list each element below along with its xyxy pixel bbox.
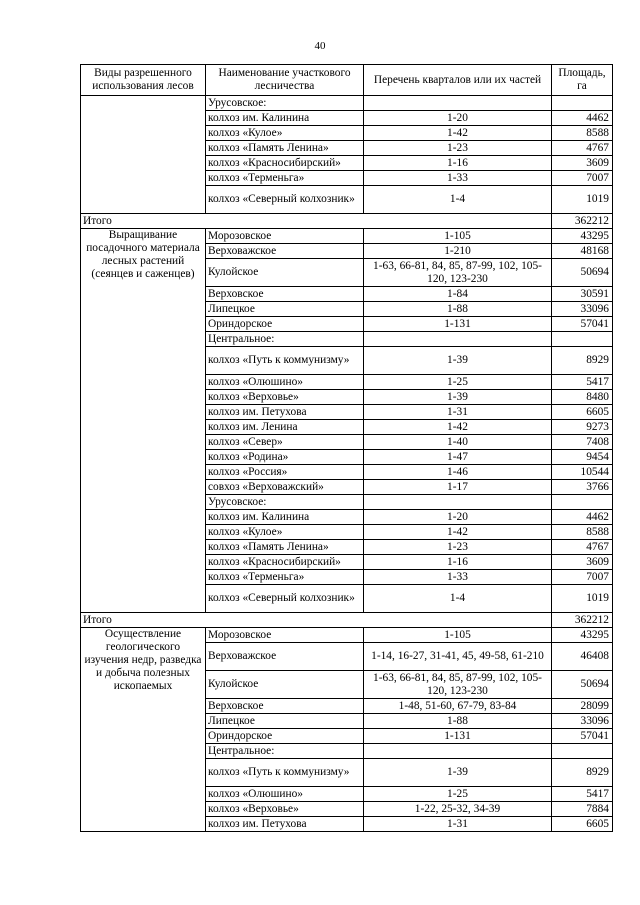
area-cell: 5417	[552, 787, 613, 802]
name-cell: Ориндорское	[206, 729, 364, 744]
quarters-cell	[364, 332, 552, 347]
name-cell: колхоз «Кулое»	[206, 126, 364, 141]
quarters-cell: 1-39	[364, 759, 552, 787]
area-cell: 8588	[552, 525, 613, 540]
total-label: Итого	[81, 613, 552, 628]
header-row	[81, 65, 613, 96]
area-cell: 9273	[552, 420, 613, 435]
quarters-cell: 1-40	[364, 435, 552, 450]
area-cell: 8588	[552, 126, 613, 141]
quarters-cell: 1-88	[364, 714, 552, 729]
type-cell	[81, 96, 206, 214]
quarters-cell: 1-33	[364, 570, 552, 585]
quarters-cell: 1-31	[364, 817, 552, 832]
quarters-cell: 1-39	[364, 390, 552, 405]
name-cell: Верховажское	[206, 643, 364, 671]
quarters-cell: 1-20	[364, 510, 552, 525]
name-cell: колхоз «Верховье»	[206, 802, 364, 817]
name-cell: Морозовское	[206, 628, 364, 643]
quarters-cell: 1-84	[364, 287, 552, 302]
area-cell: 57041	[552, 317, 613, 332]
quarters-cell: 1-63, 66-81, 84, 85, 87-99, 102, 105-120, 123-230	[364, 671, 552, 699]
area-cell: 4767	[552, 540, 613, 555]
header-name: Наименование участкового лесничества	[206, 65, 364, 96]
area-cell: 43295	[552, 628, 613, 643]
name-cell: Верховажское	[206, 244, 364, 259]
area-cell: 1019	[552, 585, 613, 613]
forest-use-table	[80, 64, 613, 832]
area-cell: 50694	[552, 671, 613, 699]
quarters-cell: 1-4	[364, 585, 552, 613]
area-cell	[552, 332, 613, 347]
area-cell: 8480	[552, 390, 613, 405]
name-cell: колхоз «Олюшино»	[206, 787, 364, 802]
quarters-cell: 1-23	[364, 540, 552, 555]
name-cell: Морозовское	[206, 229, 364, 244]
quarters-cell: 1-46	[364, 465, 552, 480]
quarters-cell: 1-25	[364, 787, 552, 802]
name-cell: колхоз «Память Ленина»	[206, 540, 364, 555]
quarters-cell: 1-42	[364, 126, 552, 141]
name-cell: колхоз им. Петухова	[206, 817, 364, 832]
name-cell: колхоз «Терменьга»	[206, 570, 364, 585]
total-value: 362212	[552, 613, 613, 628]
name-cell: Кулойское	[206, 259, 364, 287]
quarters-cell: 1-17	[364, 480, 552, 495]
area-cell: 7007	[552, 570, 613, 585]
name-cell: Кулойское	[206, 671, 364, 699]
name-cell: Центральное:	[206, 332, 364, 347]
area-cell: 1019	[552, 186, 613, 214]
area-cell: 57041	[552, 729, 613, 744]
area-cell: 28099	[552, 699, 613, 714]
name-cell: Липецкое	[206, 302, 364, 317]
quarters-cell: 1-105	[364, 229, 552, 244]
name-cell: Урусовское:	[206, 96, 364, 111]
area-cell: 4767	[552, 141, 613, 156]
name-cell: Верховское	[206, 287, 364, 302]
name-cell: колхоз «Красносибирский»	[206, 156, 364, 171]
quarters-cell: 1-25	[364, 375, 552, 390]
name-cell: колхоз им. Калинина	[206, 111, 364, 126]
area-cell: 6605	[552, 405, 613, 420]
area-cell: 4462	[552, 510, 613, 525]
area-cell	[552, 495, 613, 510]
total-label: Итого	[81, 214, 552, 229]
name-cell: колхоз «Северный колхозник»	[206, 585, 364, 613]
quarters-cell: 1-20	[364, 111, 552, 126]
area-cell: 7884	[552, 802, 613, 817]
name-cell: колхоз «Верховье»	[206, 390, 364, 405]
name-cell: колхоз «Красносибирский»	[206, 555, 364, 570]
quarters-cell: 1-42	[364, 525, 552, 540]
quarters-cell: 1-4	[364, 186, 552, 214]
area-cell: 3609	[552, 156, 613, 171]
table-row	[81, 229, 613, 244]
area-cell: 50694	[552, 259, 613, 287]
name-cell: колхоз «Россия»	[206, 465, 364, 480]
total-value: 362212	[552, 214, 613, 229]
area-cell: 33096	[552, 714, 613, 729]
table-row	[81, 628, 613, 643]
quarters-cell: 1-210	[364, 244, 552, 259]
quarters-cell: 1-23	[364, 141, 552, 156]
quarters-cell: 1-42	[364, 420, 552, 435]
quarters-cell: 1-88	[364, 302, 552, 317]
quarters-cell: 1-31	[364, 405, 552, 420]
area-cell: 46408	[552, 643, 613, 671]
area-cell: 33096	[552, 302, 613, 317]
name-cell: совхоз «Верховажский»	[206, 480, 364, 495]
name-cell: колхоз им. Петухова	[206, 405, 364, 420]
area-cell: 6605	[552, 817, 613, 832]
area-cell: 8929	[552, 759, 613, 787]
quarters-cell	[364, 495, 552, 510]
area-cell: 8929	[552, 347, 613, 375]
header-area: Площадь, га	[552, 65, 613, 96]
area-cell	[552, 96, 613, 111]
name-cell: Липецкое	[206, 714, 364, 729]
quarters-cell: 1-33	[364, 171, 552, 186]
area-cell: 4462	[552, 111, 613, 126]
area-cell: 30591	[552, 287, 613, 302]
name-cell: колхоз «Северный колхозник»	[206, 186, 364, 214]
quarters-cell: 1-16	[364, 156, 552, 171]
name-cell: колхоз «Кулое»	[206, 525, 364, 540]
area-cell: 5417	[552, 375, 613, 390]
total-row	[81, 613, 613, 628]
quarters-cell	[364, 744, 552, 759]
quarters-cell: 1-63, 66-81, 84, 85, 87-99, 102, 105-120, 123-230	[364, 259, 552, 287]
quarters-cell	[364, 96, 552, 111]
name-cell: Ориндорское	[206, 317, 364, 332]
name-cell: Верховское	[206, 699, 364, 714]
name-cell: колхоз «Путь к коммунизму»	[206, 759, 364, 787]
quarters-cell: 1-131	[364, 317, 552, 332]
area-cell: 7408	[552, 435, 613, 450]
name-cell: колхоз «Память Ленина»	[206, 141, 364, 156]
area-cell: 3609	[552, 555, 613, 570]
total-row	[81, 214, 613, 229]
area-cell: 48168	[552, 244, 613, 259]
area-cell: 7007	[552, 171, 613, 186]
header-quarters: Перечень кварталов или их частей	[364, 65, 552, 96]
quarters-cell: 1-16	[364, 555, 552, 570]
name-cell: колхоз «Север»	[206, 435, 364, 450]
area-cell	[552, 744, 613, 759]
quarters-cell: 1-131	[364, 729, 552, 744]
area-cell: 9454	[552, 450, 613, 465]
name-cell: Урусовское:	[206, 495, 364, 510]
quarters-cell: 1-105	[364, 628, 552, 643]
name-cell: колхоз «Олюшино»	[206, 375, 364, 390]
quarters-cell: 1-22, 25-32, 34-39	[364, 802, 552, 817]
name-cell: колхоз «Терменьга»	[206, 171, 364, 186]
name-cell: колхоз «Путь к коммунизму»	[206, 347, 364, 375]
quarters-cell: 1-47	[364, 450, 552, 465]
quarters-cell: 1-39	[364, 347, 552, 375]
name-cell: колхоз им. Калинина	[206, 510, 364, 525]
area-cell: 43295	[552, 229, 613, 244]
name-cell: Центральное:	[206, 744, 364, 759]
name-cell: колхоз «Родина»	[206, 450, 364, 465]
use-type-cell: Осуществление геологического изучения недр, разведка и добыча полезных ископаемых	[81, 628, 206, 832]
area-cell: 3766	[552, 480, 613, 495]
table-row	[81, 96, 613, 111]
name-cell: колхоз им. Ленина	[206, 420, 364, 435]
area-cell: 10544	[552, 465, 613, 480]
page-number: 40	[314, 40, 326, 52]
header-type: Виды разрешенного использования лесов	[81, 65, 206, 96]
quarters-cell: 1-48, 51-60, 67-79, 83-84	[364, 699, 552, 714]
quarters-cell: 1-14, 16-27, 31-41, 45, 49-58, 61-210	[364, 643, 552, 671]
use-type-cell: Выращивание посадочного материала лесных растений (сеянцев и саженцев)	[81, 229, 206, 613]
